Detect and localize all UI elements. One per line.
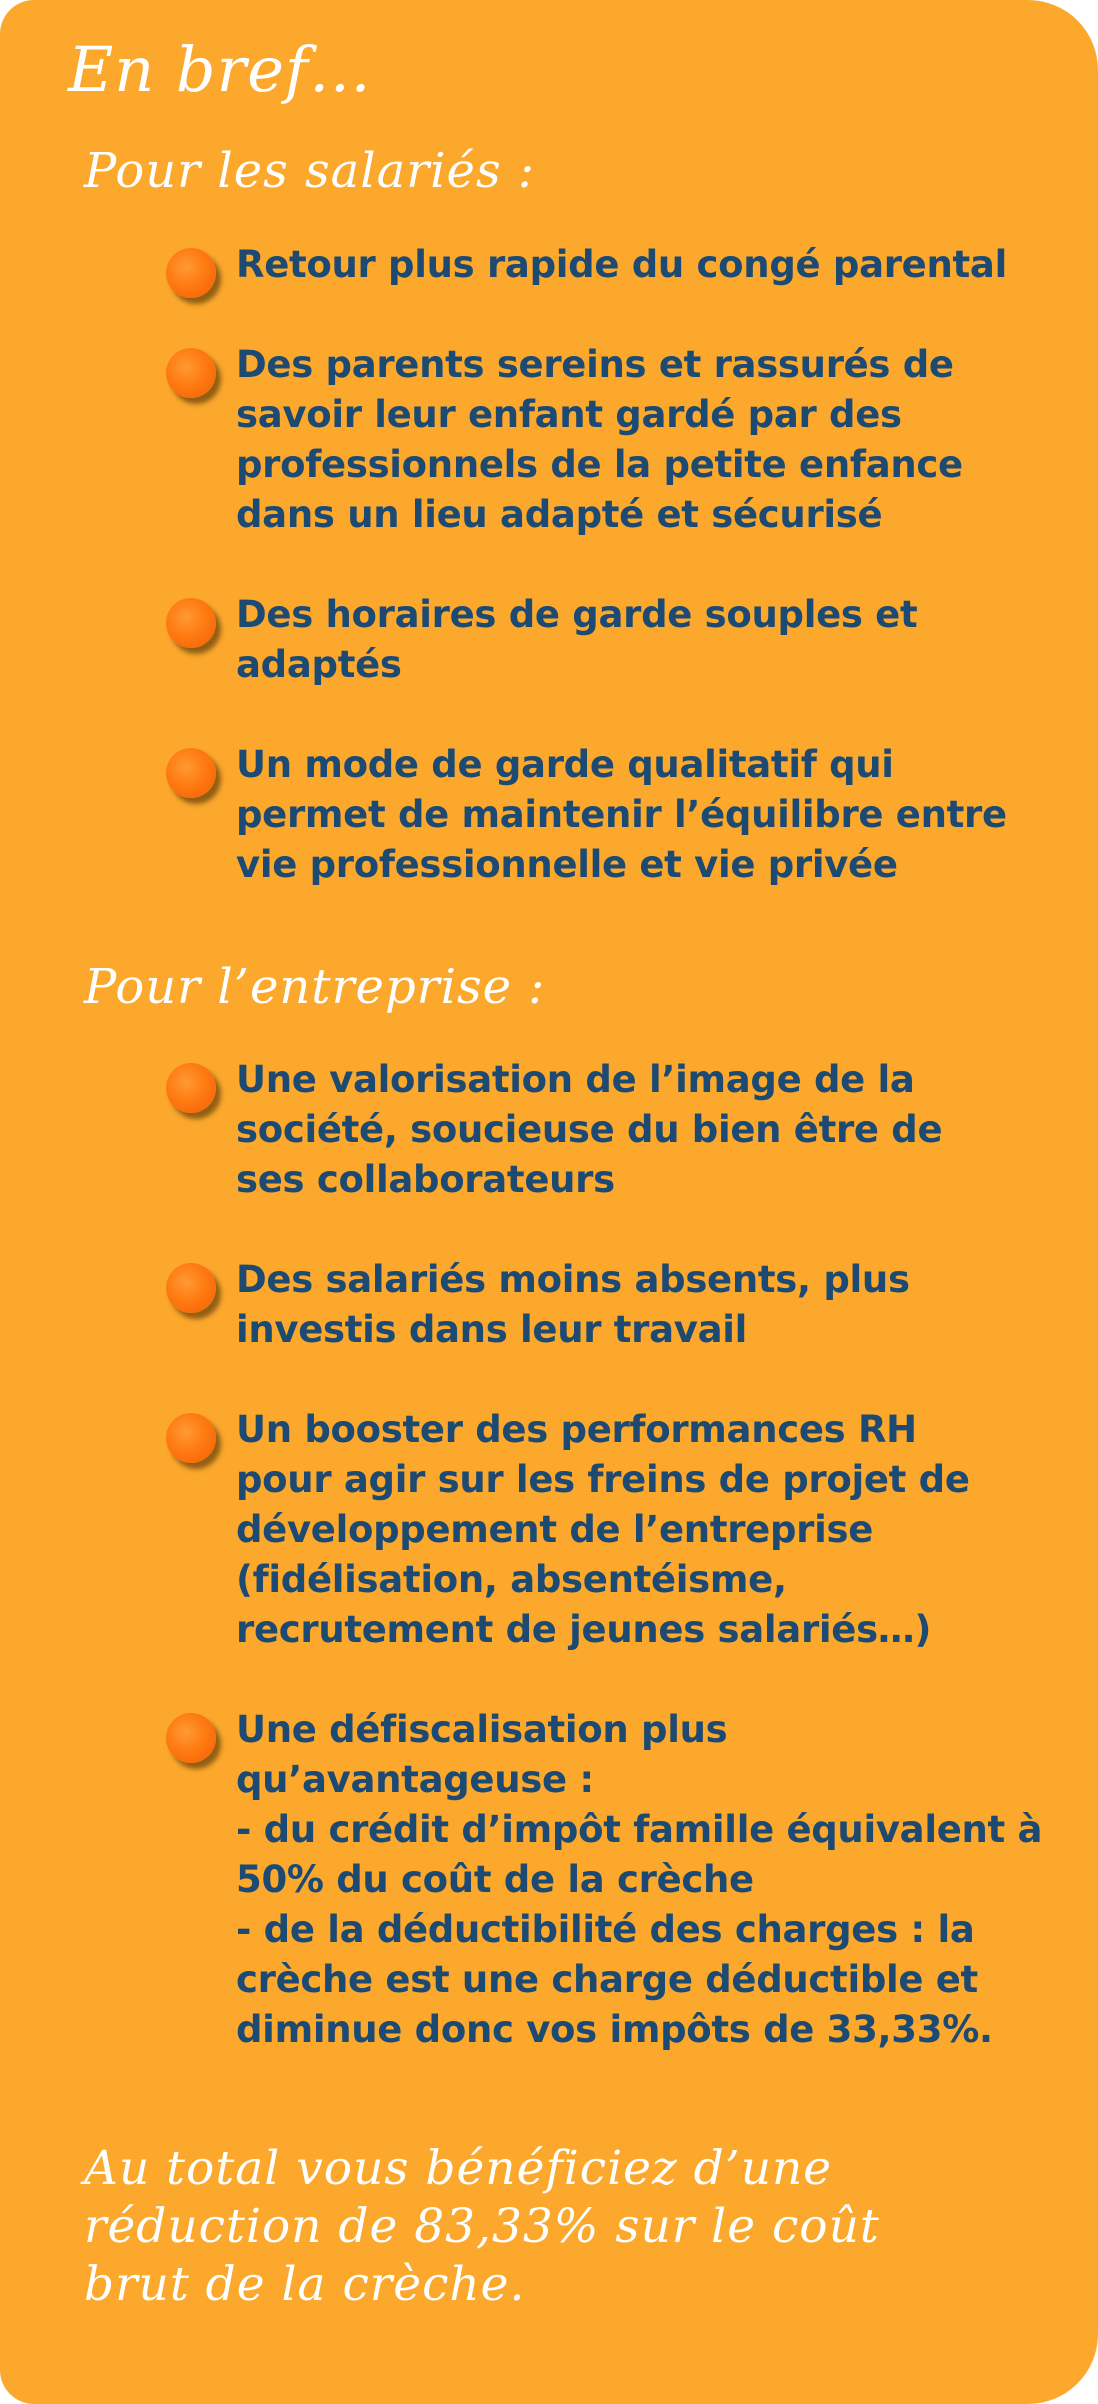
list-item-text: Une défiscalisation plus qu’avantageuse : - du crédit d’impôt famille équivalent à 50% du coût de la crèche - de la déductibilité des charges : la crèche est une charge déductible et diminue donc vos impôts de 33,33%. bbox=[236, 1708, 1043, 2051]
list-item-text: Des horaires de garde souples et adaptés bbox=[236, 593, 918, 686]
list-item-text: Un mode de garde qualitatif qui permet de maintenir l’équilibre entre vie professionnelle et vie privée bbox=[236, 743, 1007, 886]
orange-bullet-icon bbox=[166, 248, 216, 298]
footer-summary: Au total vous bénéficiez d’une réduction de 83,33% sur le coût brut de la crèche. bbox=[84, 2141, 880, 2312]
orange-bullet-icon bbox=[166, 748, 216, 798]
list-item-text: Une valorisation de l’image de la société, soucieuse du bien être de ses collaborateurs bbox=[236, 1058, 943, 1201]
section-heading-salaries: Pour les salariés : bbox=[84, 143, 535, 199]
orange-bullet-icon bbox=[166, 1263, 216, 1313]
list-item-text: Des salariés moins absents, plus investis dans leur travail bbox=[236, 1258, 910, 1351]
orange-bullet-icon bbox=[166, 1413, 216, 1463]
orange-bullet-icon bbox=[166, 1063, 216, 1113]
orange-bullet-icon bbox=[166, 1713, 216, 1763]
list-item-text: Retour plus rapide du congé parental bbox=[236, 243, 1007, 286]
section-heading-entreprise: Pour l’entreprise : bbox=[84, 959, 546, 1015]
list-item-text: Un booster des performances RH pour agir sur les freins de projet de développement de l’entreprise (fidélisation, absentéisme, recrutement de jeunes salariés…) bbox=[236, 1408, 970, 1651]
page-title: En bref… bbox=[68, 33, 372, 106]
list-item-text: Des parents sereins et rassurés de savoir leur enfant gardé par des professionnels de la petite enfance dans un lieu adapté et sécurisé bbox=[236, 343, 963, 536]
orange-bullet-icon bbox=[166, 348, 216, 398]
orange-bullet-icon bbox=[166, 598, 216, 648]
